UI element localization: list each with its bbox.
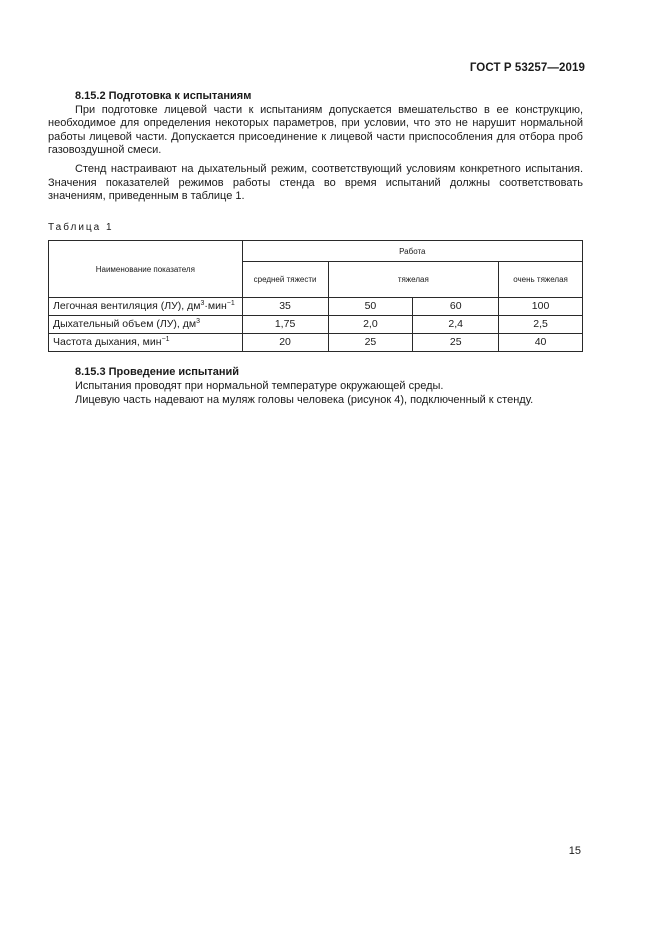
table-cell: 2,4 xyxy=(413,316,499,334)
table-header-indicator: Наименование показателя xyxy=(49,241,243,298)
table-row xyxy=(49,334,583,352)
section-heading-testing: 8.15.3 Проведение испытаний xyxy=(75,366,239,379)
table-header-work: Работа xyxy=(242,241,582,262)
document-id: ГОСТ Р 53257—2019 xyxy=(469,62,585,74)
paragraph: При подготовке лицевой части к испытаниям допускается вмешательство в ее конструкцию, необходимое для определения некоторых параметров, при условии, что это не нарушит нормальной работы лицевой части. Допускается присоединение к лицевой части приспособления для отбора проб газовоздушной смеси. xyxy=(48,103,583,157)
table-header-medium: средней тяжести xyxy=(242,262,328,298)
table-cell: 50 xyxy=(328,298,413,316)
parameters-table xyxy=(48,240,583,352)
table-row xyxy=(49,316,583,334)
table-header-very-heavy: очень тяжелая xyxy=(499,262,583,298)
table-cell: 20 xyxy=(242,334,328,352)
table-cell: 2,0 xyxy=(328,316,413,334)
paragraph: Испытания проводят при нормальной температуре окружающей среды. xyxy=(75,379,444,392)
table-row xyxy=(49,298,583,316)
page-content xyxy=(48,90,583,407)
page-number: 15 xyxy=(568,845,581,857)
paragraph: Стенд настраивают на дыхательный режим, соответствующий условиям конкретного испытания. Значения показателей режимов работы стенда во время испытаний должны соответствовать значениям, приведенным в таблице 1. xyxy=(48,162,583,203)
table-cell: 25 xyxy=(413,334,499,352)
table-cell: 60 xyxy=(413,298,499,316)
row-label: Частота дыхания, мин$^{-1}$ xyxy=(49,334,243,352)
table-cell: 25 xyxy=(328,334,413,352)
table-cell: 40 xyxy=(499,334,583,352)
table-cell: 100 xyxy=(499,298,583,316)
row-label: Дыхательный объем (ЛУ), $дм^3$ xyxy=(49,316,243,334)
table-header-heavy: тяжелая xyxy=(328,262,499,298)
table-cell: 2,5 xyxy=(499,316,583,334)
row-label: Легочная вентиляция (ЛУ), $дм^3\cdot мин^{-1}$ xyxy=(49,298,243,316)
table-caption: Таблица 1 xyxy=(48,221,114,233)
table-cell: 1,75 xyxy=(242,316,328,334)
paragraph: Лицевую часть надевают на муляж головы человека (рисунок 4), подключенный к стенду. xyxy=(75,393,534,406)
section-heading-preparation: 8.15.2 Подготовка к испытаниям xyxy=(75,90,252,102)
table-cell: 35 xyxy=(242,298,328,316)
